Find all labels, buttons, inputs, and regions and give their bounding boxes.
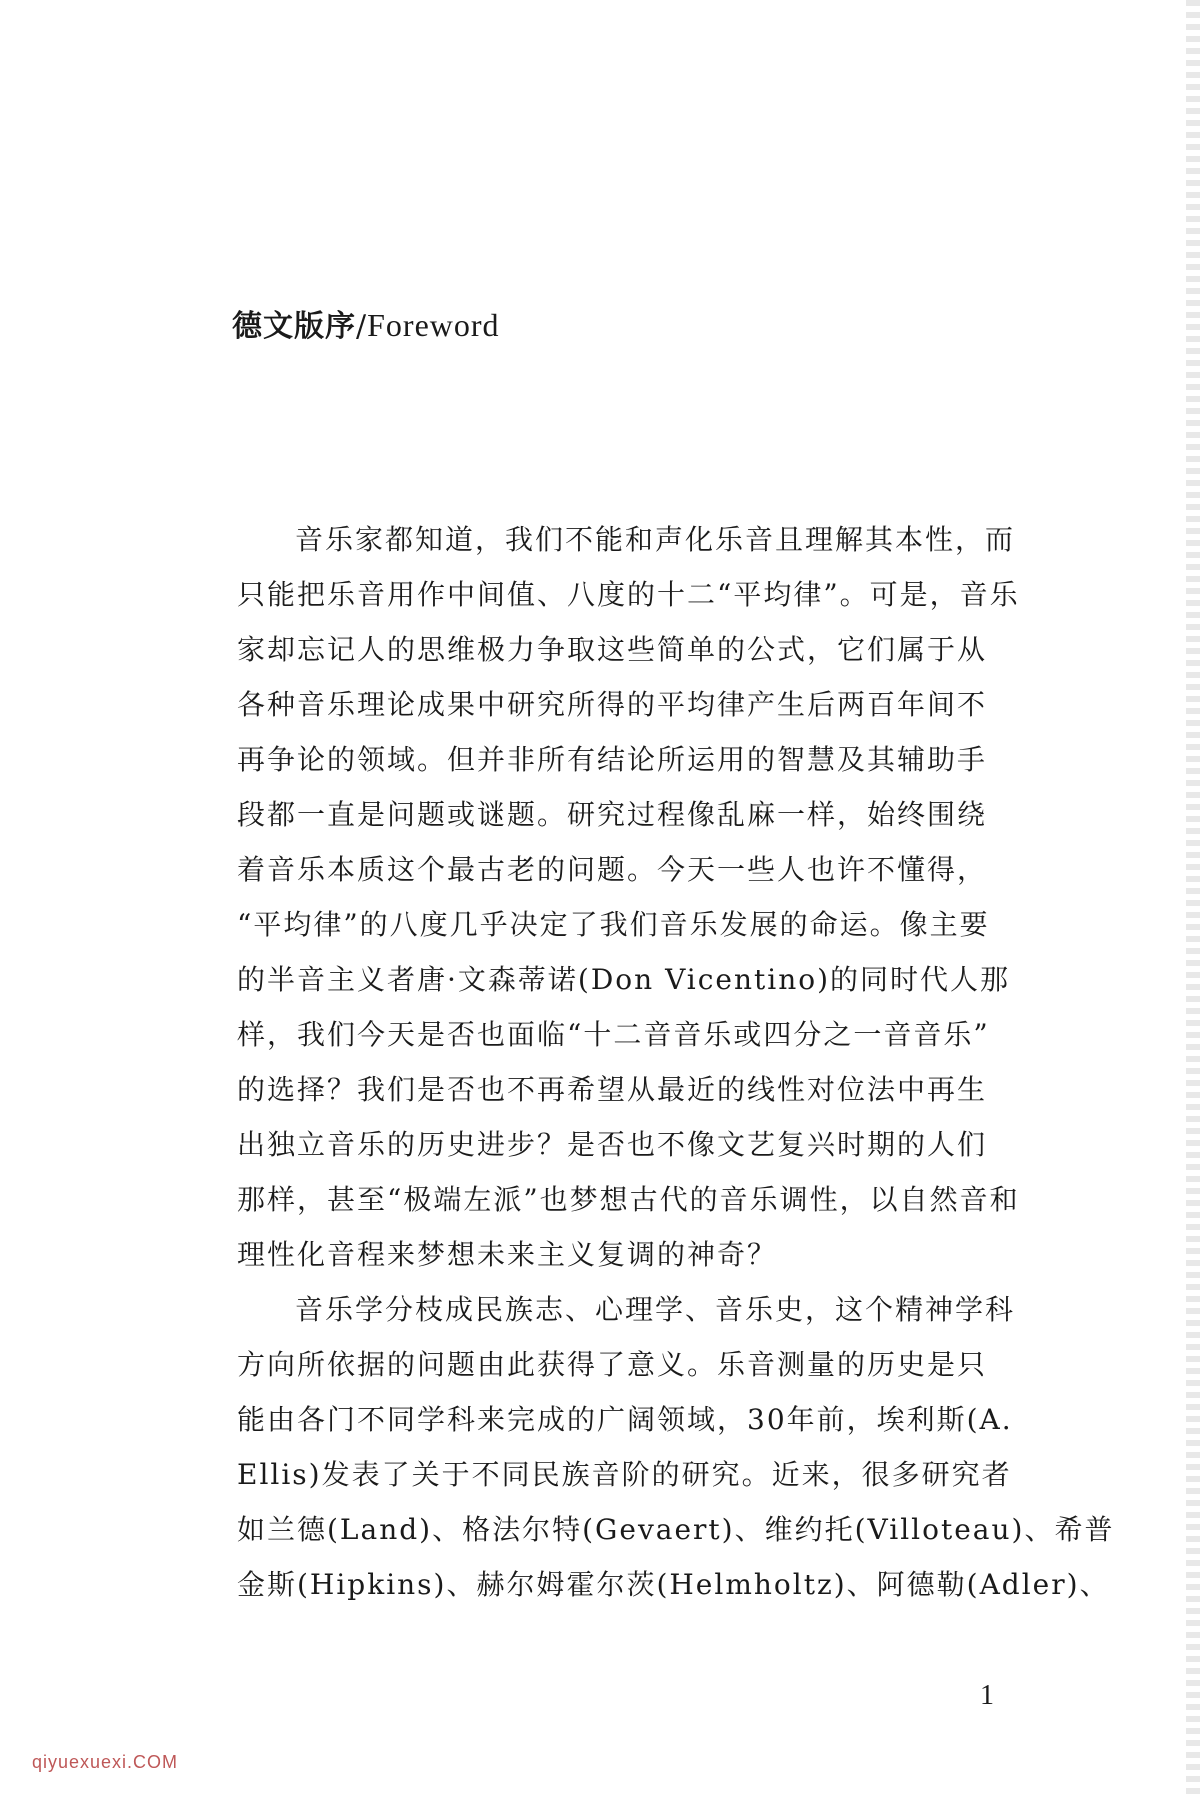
text-line: 如兰德(Land)、格法尔特(Gevaert)、维约托(Villoteau)、希普 <box>237 1513 1115 1546</box>
text-line: 段都一直是问题或谜题。研究过程像乱麻一样，始终围绕 <box>237 798 988 831</box>
text-line: 再争论的领域。但并非所有结论所运用的智慧及其辅助手 <box>237 743 988 776</box>
text-line: 理性化音程来梦想未来主义复调的神奇？ <box>237 1238 778 1271</box>
watermark: qiyuexuexi.COM <box>32 1752 179 1772</box>
heading-chinese: 德文版序 <box>232 309 356 344</box>
text-line: Ellis)发表了关于不同民族音阶的研究。近来，很多研究者 <box>237 1458 1012 1491</box>
text-line: 那样，甚至“极端左派”也梦想古代的音乐调性，以自然音和 <box>237 1183 1020 1216</box>
text-line: 音乐学分枝成民族志、心理学、音乐史，这个精神学科 <box>295 1293 1016 1326</box>
section-heading <box>232 305 500 347</box>
text-line: 方向所依据的问题由此获得了意义。乐音测量的历史是只 <box>237 1348 988 1381</box>
heading-separator: / <box>356 309 368 344</box>
text-line: 着音乐本质这个最古老的问题。今天一些人也许不懂得， <box>237 853 988 886</box>
heading-english: Foreword <box>367 307 500 343</box>
text-line: 金斯(Hipkins)、赫尔姆霍尔茨(Helmholtz)、阿德勒(Adler)、 <box>237 1568 1110 1601</box>
text-line: 的选择？我们是否也不再希望从最近的线性对位法中再生 <box>237 1073 988 1106</box>
text-line: 音乐家都知道，我们不能和声化乐音且理解其本性，而 <box>295 523 1016 556</box>
text-line: 各种音乐理论成果中研究所得的平均律产生后两百年间不 <box>237 688 988 721</box>
text-line: 只能把乐音用作中间值、八度的十二“平均律”。可是，音乐 <box>237 578 1020 611</box>
text-line: 能由各门不同学科来完成的广阔领域，30年前，埃利斯(A. <box>237 1403 1013 1436</box>
page-edge-decoration <box>1186 0 1200 1797</box>
page-number: 1 <box>980 1680 994 1711</box>
text-line: 的半音主义者唐·文森蒂诺(Don Vicentino)的同时代人那 <box>237 963 1011 996</box>
text-line: 样，我们今天是否也面临“十二音音乐或四分之一音音乐” <box>237 1018 990 1051</box>
body-text <box>237 512 1115 1612</box>
text-line: “平均律”的八度几乎决定了我们音乐发展的命运。像主要 <box>237 908 990 941</box>
text-line: 家却忘记人的思维极力争取这些简单的公式，它们属于从 <box>237 633 988 666</box>
text-line: 出独立音乐的历史进步？是否也不像文艺复兴时期的人们 <box>237 1128 988 1161</box>
